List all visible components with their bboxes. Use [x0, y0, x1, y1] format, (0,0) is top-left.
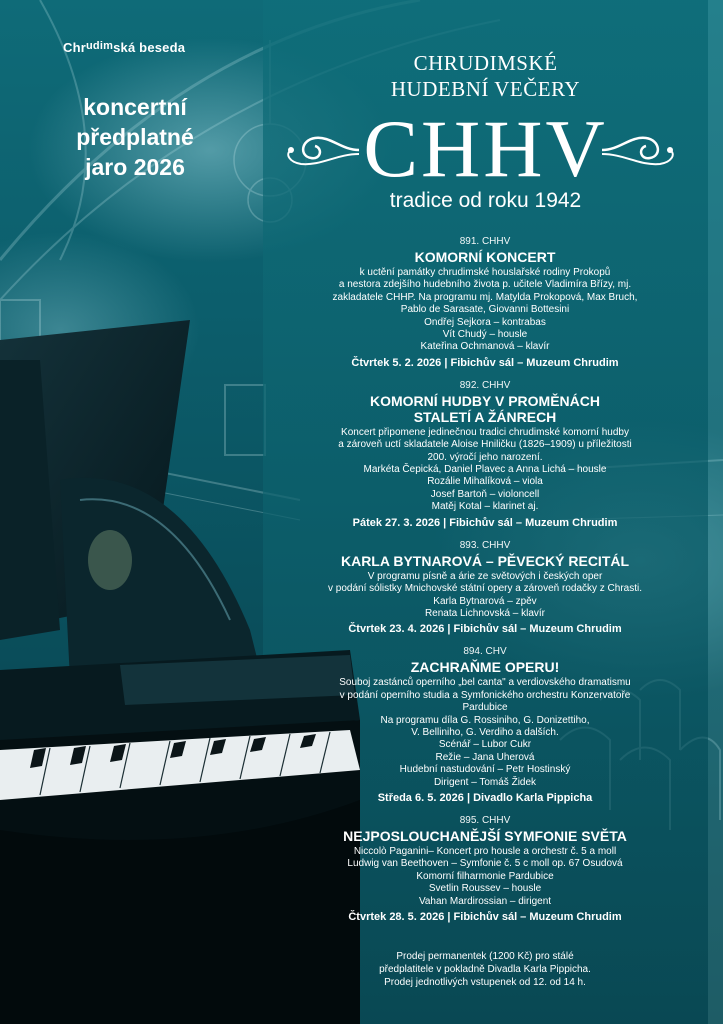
concert-title-line: KOMORNÍ HUDBY V PROMĚNÁCH [370, 392, 600, 409]
concert-date-venue: Středa 6. 5. 2026 | Divadlo Karla Pippicha [377, 791, 593, 804]
sales-line: předplatitele v pokladně Divadla Karla Pippicha. [379, 964, 591, 975]
concert-title: NEJPOSLOUCHANĚJŠÍ SYMFONIE SVĚTA [343, 827, 627, 844]
performer-line: Komorní filharmonie Pardubice [416, 870, 554, 882]
performer-line: Matěj Kotal – klarinet aj. [431, 501, 539, 513]
flourish-right-icon [600, 132, 680, 172]
performer-line: Ondřej Sejkora – kontrabas [424, 316, 546, 328]
concert-description-line: V. Belliniho, G. Verdiho a dalších. [411, 726, 559, 738]
concert-date-venue: Čtvrtek 5. 2. 2026 | Fibichův sál – Muzeum Chrudim [351, 356, 619, 369]
series-title-line2: HUDEBNÍ VEČERY [390, 77, 581, 101]
concert-title-line: STALETÍ A ŽÁNRECH [413, 408, 557, 425]
performer-line: Hudební nastudování – Petr Hostinský [399, 764, 571, 776]
subscription-heading [30, 92, 240, 182]
concert-title: KOMORNÍ KONCERT [414, 249, 556, 265]
concert-description-line: Ludwig van Beethoven – Symfonie č. 5 c moll op. 67 Osudová [347, 858, 623, 870]
concert-description-line: Niccolò Paganini– Koncert pro housle a orchestr č. 5 a moll [353, 845, 617, 857]
series-title-line1: CHRUDIMSKÉ [413, 51, 558, 75]
organizer-name-part2: udim [86, 40, 114, 52]
concert-description-line: Souboj zastánců operního „bel canta" a verdiovského dramatismu [339, 677, 631, 689]
flourish-left-icon [281, 132, 361, 172]
concert-number: 892. CHHV [459, 379, 511, 391]
concert-number: 894. CHV [463, 646, 507, 658]
concert-description-line: v podání operního studia a Symfonického orchestru Konzervatoře [339, 689, 631, 701]
organizer-name-part1: Chr [63, 40, 86, 55]
concert-title [285, 393, 685, 425]
concert-description-line: V programu písně a árie ze světových i českých oper [367, 570, 603, 582]
chhv-logo [263, 104, 708, 194]
concert-title: ZACHRAŇME OPERU! [410, 659, 560, 676]
series-title [263, 50, 708, 102]
performer-line: Dirigent – Tomáš Židek [433, 776, 537, 788]
concert-date-venue: Čtvrtek 28. 5. 2026 | Fibichův sál – Muzeum Chrudim [348, 911, 622, 923]
organizer-name-part3: ská beseda [113, 40, 186, 55]
subscription-line: jaro 2026 [85, 154, 185, 180]
concert-date-venue: Pátek 27. 3. 2026 | Fibichův sál – Muzeum Chrudim [352, 516, 618, 529]
performer-line: Svetlin Roussev – housle [428, 883, 542, 895]
concert-number: 891. CHHV [459, 236, 511, 247]
performer-line: Karla Bytnarová – zpěv [433, 595, 537, 607]
concert-description-line: Pablo de Sarasate, Giovanni Bottesini [400, 304, 570, 316]
concert-item [285, 815, 685, 924]
performer-line: Vít Chudý – housle [442, 329, 528, 341]
concert-date-venue: Čtvrtek 23. 4. 2026 | Fibichův sál – Muzeum Chrudim [348, 623, 622, 636]
performer-line: Kateřina Ochmanová – klavír [420, 341, 550, 353]
performer-line: Scénář – Lubor Cukr [438, 739, 532, 751]
performer-line: Rozálie Mihalíková – viola [427, 476, 543, 488]
performer-line: Renata Lichnovská – klavír [424, 607, 546, 619]
concert-number: 893. CHHV [459, 539, 511, 551]
performer-line: Režie – Jana Uherová [435, 751, 535, 763]
sales-line: Prodej permanentek (1200 Kč) pro stálé [396, 951, 574, 962]
concert-item [285, 540, 685, 637]
performer-line: Josef Bartoň – violoncell [430, 488, 540, 500]
concert-description-line: a zároveň uctí skladatele Aloise Hniličku (1826–1909) u příležitosti [338, 439, 632, 451]
performer-line: Markéta Čepická, Daniel Plavec a Anna Lichá – housle [363, 464, 607, 476]
concert-description-line: Na programu díla G. Rossiniho, G. Donizettiho, [380, 714, 590, 726]
subscription-line: předplatné [76, 124, 194, 150]
concert-item [285, 646, 685, 805]
organizer-logo [63, 40, 185, 55]
concert-item [285, 380, 685, 530]
concert-description-line: zakladatele CHHP. Na programu mj. Matylda Prokopová, Max Bruch, [332, 291, 638, 303]
concert-description-line: k uctění památky chrudimské houslařské rodiny Prokopů [359, 267, 611, 278]
chhv-logo-text: CHHV [363, 103, 608, 194]
ticket-sales-info [285, 950, 685, 989]
concert-description-line: a nestora zdejšího hudebního života p. učitele Vladimíra Břízy, mj. [338, 279, 632, 291]
concert-description-line: 200. výročí jeho narození. [427, 451, 543, 463]
right-edge-strip [708, 0, 723, 1024]
subscription-line: koncertní [83, 94, 187, 120]
concert-description-line: v podání sólistky Mnichovské státní opery a zároveň rodačky z Chrasti. [327, 583, 643, 595]
performer-line: Vahan Mardirossian – dirigent [418, 895, 552, 907]
concert-list [285, 236, 685, 934]
sales-line: Prodej jednotlivých vstupenek od 12. od 14 h. [384, 977, 586, 988]
concert-number: 895. CHHV [459, 814, 511, 826]
concert-description-line: Koncert připomene jedinečnou tradici chrudimské komorní hudby [341, 426, 629, 438]
concert-title: KARLA BYTNAROVÁ – PĚVECKÝ RECITÁL [340, 552, 630, 569]
concert-item [285, 236, 685, 370]
tagline: tradice od roku 1942 [389, 189, 582, 212]
concert-description-line: Pardubice [462, 702, 508, 714]
